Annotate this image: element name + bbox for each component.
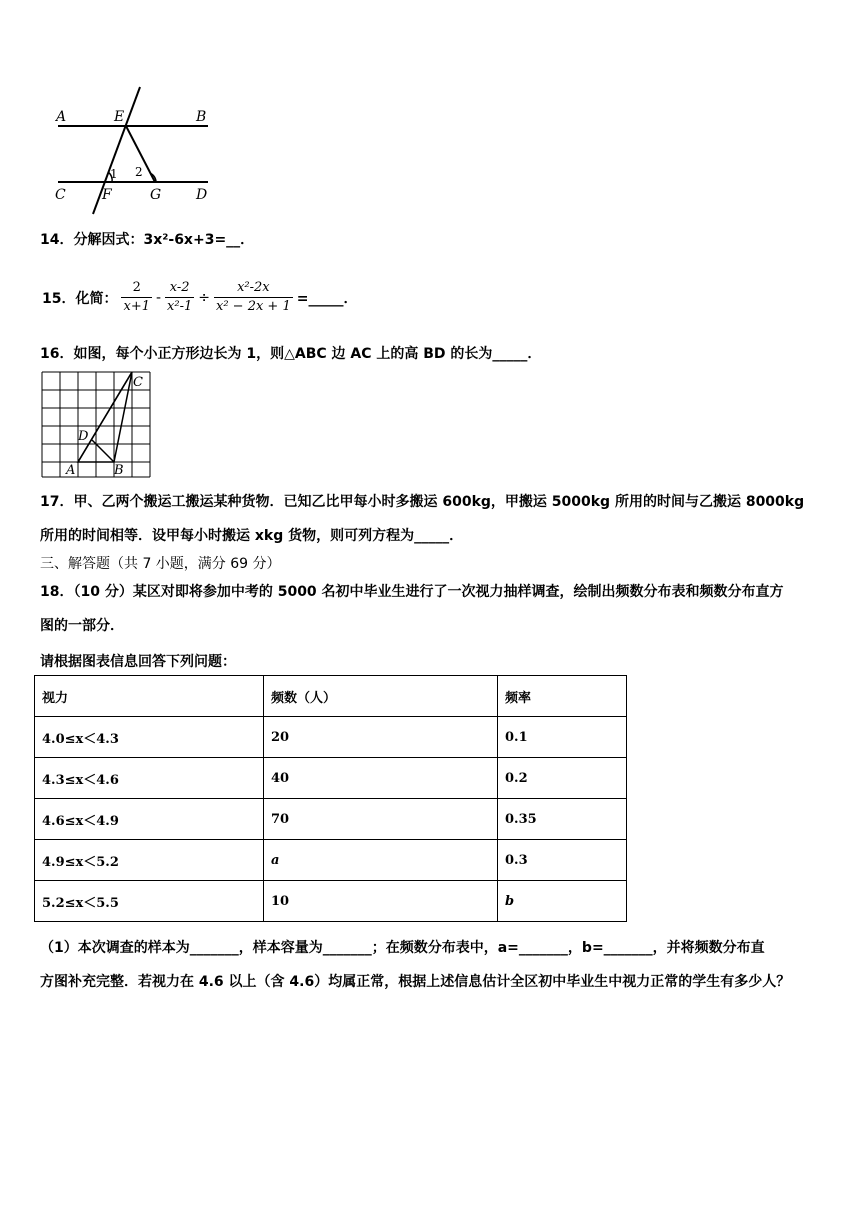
- cell-count: 20: [264, 717, 498, 758]
- question-18-sub-line1: （1）本次调查的样本为_______，样本容量为_______；在频数分布表中，a=_______，b=_______，并将频数分布直: [40, 940, 765, 956]
- label-g: G: [150, 187, 162, 203]
- table-row: [35, 881, 627, 922]
- cell-count: a: [264, 840, 498, 881]
- cell-count: 10: [264, 881, 498, 922]
- header-count: 频数（人）: [264, 676, 498, 717]
- question-18-line1: 18．（10 分）某区对即将参加中考的 5000 名初中毕业生进行了一次视力抽样调查，绘制出频数分布表和频数分布直方: [40, 584, 784, 600]
- fraction-1: [121, 279, 152, 316]
- section-title: 三、解答题（共 7 小题，满分 69 分）: [40, 556, 281, 572]
- divide-sign: ÷: [198, 289, 210, 306]
- table-row: [35, 799, 627, 840]
- table-row: [35, 717, 627, 758]
- table-header-row: [35, 676, 627, 717]
- label-e: E: [114, 109, 125, 125]
- question-17-line1: 17．甲、乙两个搬运工搬运某种货物．已知乙比甲每小时多搬运 600kg，甲搬运 5000kg 所用的时间与乙搬运 8000kg: [40, 494, 805, 510]
- label-1: 1: [110, 167, 118, 181]
- parallel-lines-figure: [50, 84, 220, 218]
- cell-range: 4.3≤x＜4.6: [35, 758, 264, 799]
- fraction-1-numerator: 2: [121, 279, 152, 298]
- cell-frequency: 0.3: [498, 840, 627, 881]
- fraction-2-numerator: x-2: [165, 279, 194, 298]
- label-b: B: [196, 109, 207, 125]
- label-d: D: [78, 429, 89, 444]
- cell-count: 40: [264, 758, 498, 799]
- fraction-1-denominator: x+1: [123, 299, 150, 314]
- cell-range: 4.9≤x＜5.2: [35, 840, 264, 881]
- label-b: B: [114, 463, 124, 478]
- label-f: F: [102, 187, 112, 203]
- cell-range: 5.2≤x＜5.5: [35, 881, 264, 922]
- fraction-3-denominator: x² − 2x + 1: [216, 299, 291, 314]
- cell-frequency: b: [498, 881, 627, 922]
- cell-count: 70: [264, 799, 498, 840]
- question-15: [40, 279, 359, 316]
- table-row: [35, 840, 627, 881]
- fraction-3-numerator: x²-2x: [214, 279, 293, 298]
- question-18-line2: 图的一部分．: [40, 618, 124, 634]
- cell-frequency: 0.35: [498, 799, 627, 840]
- minus-sign: -: [155, 289, 162, 306]
- label-c: C: [55, 187, 66, 203]
- question-16: 16．如图，每个小正方形边长为 1，则△ABC 边 AC 上的高 BD 的长为_____．: [40, 346, 542, 362]
- label-a: A: [56, 109, 67, 125]
- line-ac: [78, 372, 132, 462]
- label-d: D: [196, 187, 208, 203]
- grid-triangle-figure: [40, 370, 154, 480]
- question-18-prompt: 请根据图表信息回答下列问题：: [40, 654, 236, 670]
- transversal-line: [93, 87, 140, 214]
- header-vision: 视力: [35, 676, 264, 717]
- header-frequency: 频率: [498, 676, 627, 717]
- question-17-line2: 所用的时间相等．设甲每小时搬运 xkg 货物，则可列方程为_____．: [40, 528, 464, 544]
- label-a: A: [66, 463, 76, 478]
- q15-prefix: 15．化简：: [42, 290, 118, 307]
- label-c: C: [133, 375, 143, 390]
- frequency-table: [34, 675, 627, 922]
- cell-frequency: 0.2: [498, 758, 627, 799]
- cell-range: 4.0≤x＜4.3: [35, 717, 264, 758]
- question-18-sub-line2: 方图补充完整．若视力在 4.6 以上（含 4.6）均属正常，根据上述信息估计全区初中毕业生中视力正常的学生有多少人？: [40, 974, 791, 990]
- fraction-2: [165, 279, 194, 316]
- fraction-2-denominator: x²-1: [167, 299, 193, 314]
- cell-frequency: 0.1: [498, 717, 627, 758]
- q15-suffix: =_____．: [296, 290, 358, 307]
- table-row: [35, 758, 627, 799]
- label-2: 2: [135, 165, 143, 179]
- fraction-3: [214, 279, 293, 316]
- height-bd: [92, 440, 114, 462]
- cell-range: 4.6≤x＜4.9: [35, 799, 264, 840]
- question-14: 14．分解因式：3x²-6x+3=__．: [40, 232, 255, 248]
